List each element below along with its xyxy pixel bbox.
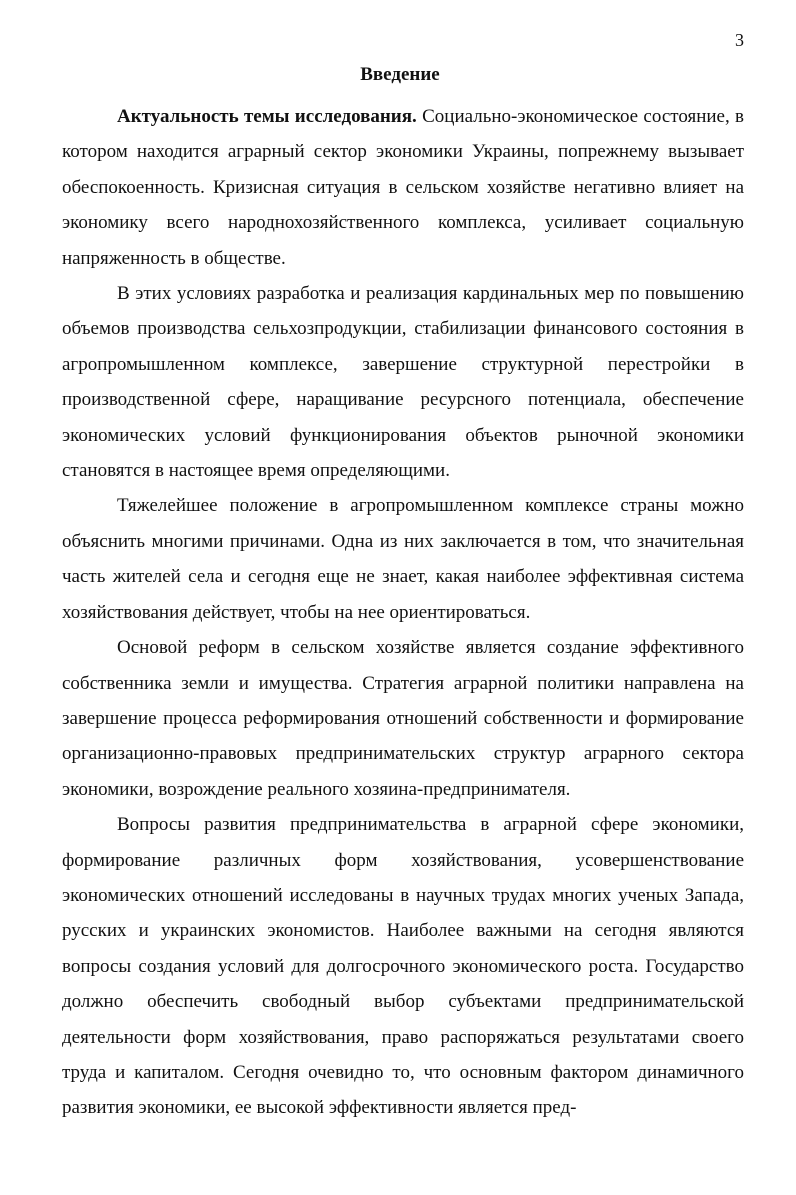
paragraph-situation: Тяжелейшее положение в агропромышленном комплексе страны можно объяснить многими причинами. Одна из них заключается в том, что значительная часть жителей села и сегодня еще не знает, какая наиболее эффективная система хозяйствования действует, чтобы на нее ориентироваться. <box>62 495 744 623</box>
page-number: 3 <box>735 30 744 50</box>
document-body <box>62 99 744 1126</box>
paragraph-relevance <box>62 99 744 276</box>
paragraph-conditions: В этих условиях разработка и реализация кардинальных мер по повышению объемов производства сельхозпродукции, стабилизации финансового состояния в агропромышленном комплексе, завершение структурной перестройки в производственной сфере, наращивание ресурсного потенциала, обеспечение экономических условий функционирования объектов рыночной экономики становятся в настоящее время определяющими. <box>62 283 744 482</box>
paragraph-entrepreneurship: Вопросы развития предпринимательства в аграрной сфере экономики, формирование различных форм хозяйствования, усовершенствование экономических отношений исследованы в научных трудах многих ученых Запада, русских и украинских экономистов. Наиболее важными на сегодня являются вопросы создания условий для долгосрочного экономического роста. Государство должно обеспечить свободный выбор субъектами предпринимательской деятельности форм хозяйствования, право распоряжаться результатами своего труда и капиталом. Сегодня очевидно то, что основным фактором динамичного развития экономики, ее высокой эффективности является пред- <box>62 814 744 1119</box>
paragraph-reforms: Основой реформ в сельском хозяйстве является создание эффективного собственника земли и имущества. Стратегия аграрной политики направлена на завершение процесса реформирования отношений собственности и формирование организационно-правовых предпринимательских структур аграрного сектора экономики, возрождение реального хозяина-предпринимателя. <box>62 637 744 800</box>
paragraph-lead: Актуальность темы исследования. <box>117 106 417 127</box>
section-heading: Введение <box>360 64 440 85</box>
paragraph-text: Социально-экономическое состояние, в котором находится аграрный сектор экономики Украины, попрежнему вызывает обеспокоенность. Кризисная ситуация в сельском хозяйстве негативно влияет на экономику всего народнохозяйственного комплекса, усиливает социальную напряженность в обществе. <box>62 106 745 269</box>
